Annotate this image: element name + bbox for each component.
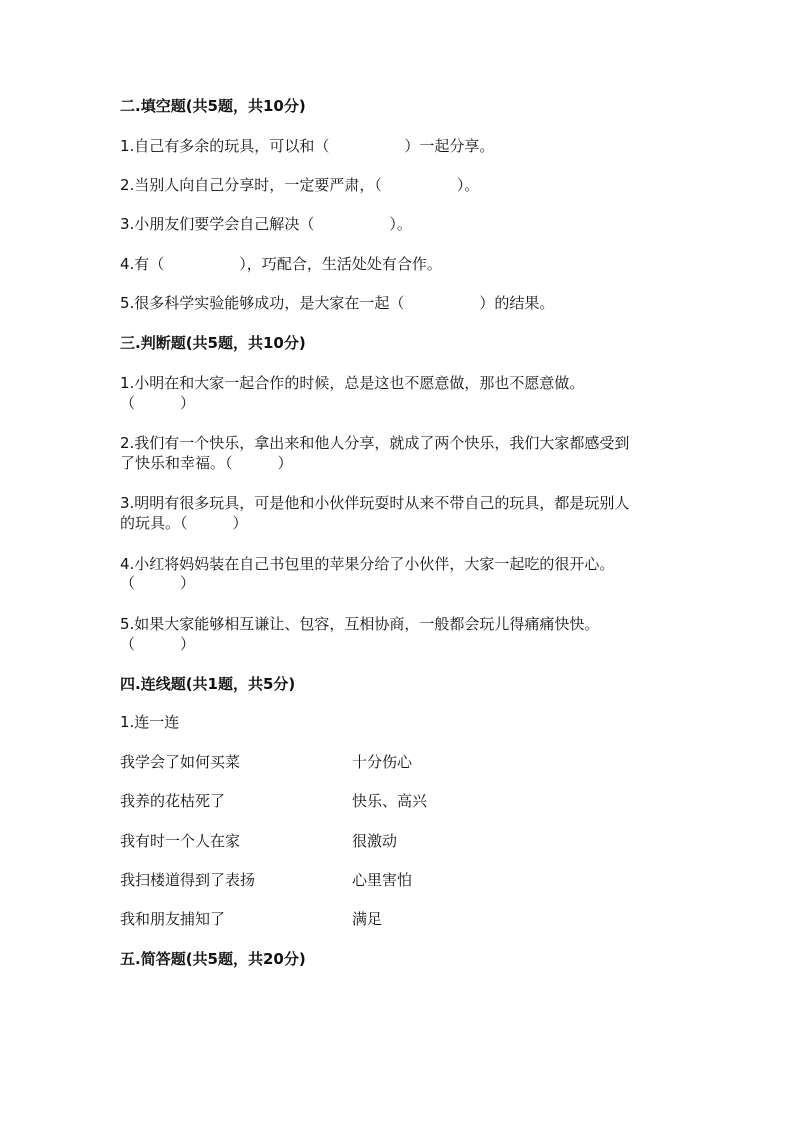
section-heading-matching: 四.连线题(共1题，共5分) bbox=[120, 675, 296, 693]
match-right-item: 满足 bbox=[352, 910, 383, 928]
question-text: 了快乐和幸福。（ ） bbox=[120, 454, 293, 472]
section-heading-true-false: 三.判断题(共5题，共10分) bbox=[120, 334, 306, 352]
question-text: 的玩具。（ ） bbox=[120, 514, 248, 532]
question-text: 5.如果大家能够相互谦让、包容，互相协商，一般都会玩儿得痛痛快快。 bbox=[120, 615, 600, 633]
match-right-item: 十分伤心 bbox=[352, 753, 413, 771]
question-text: 4.有（ ），巧配合，生活处处有合作。 bbox=[120, 255, 442, 273]
question-text: 2.当别人向自己分享时，一定要严肃，（ ）。 bbox=[120, 176, 480, 194]
match-left-item: 我养的花枯死了 bbox=[120, 792, 226, 810]
question-text: 3.小朋友们要学会自己解决（ ）。 bbox=[120, 215, 412, 233]
question-text: 2.我们有一个快乐，拿出来和他人分享，就成了两个快乐，我们大家都感受到 bbox=[120, 434, 630, 452]
match-right-item: 心里害怕 bbox=[352, 871, 413, 889]
answer-bracket: （ ） bbox=[120, 574, 196, 592]
question-text: 1.自己有多余的玩具，可以和（ ）一起分享。 bbox=[120, 137, 495, 155]
question-text: 4.小红将妈妈装在自己书包里的苹果分给了小伙伴，大家一起吃的很开心。 bbox=[120, 555, 615, 573]
question-text: 5.很多科学实验能够成功，是大家在一起（ ）的结果。 bbox=[120, 294, 555, 312]
match-right-item: 快乐、高兴 bbox=[352, 792, 428, 810]
match-right-item: 很激动 bbox=[352, 832, 398, 850]
answer-bracket: （ ） bbox=[120, 394, 196, 412]
match-left-item: 我学会了如何买菜 bbox=[120, 753, 241, 771]
question-text: 1.连一连 bbox=[120, 713, 180, 731]
match-left-item: 我和朋友捕知了 bbox=[120, 910, 226, 928]
section-heading-short-answer: 五.简答题(共5题，共20分) bbox=[120, 950, 306, 968]
question-text: 3.明明有很多玩具，可是他和小伙伴玩耍时从来不带自己的玩具，都是玩别人 bbox=[120, 494, 630, 512]
match-left-item: 我扫楼道得到了表扬 bbox=[120, 871, 256, 889]
question-text: 1.小明在和大家一起合作的时候，总是这也不愿意做，那也不愿意做。 bbox=[120, 374, 585, 392]
section-heading-fill-blank: 二.填空题(共5题，共10分) bbox=[120, 97, 306, 115]
answer-bracket: （ ） bbox=[120, 635, 196, 653]
match-left-item: 我有时一个人在家 bbox=[120, 832, 241, 850]
